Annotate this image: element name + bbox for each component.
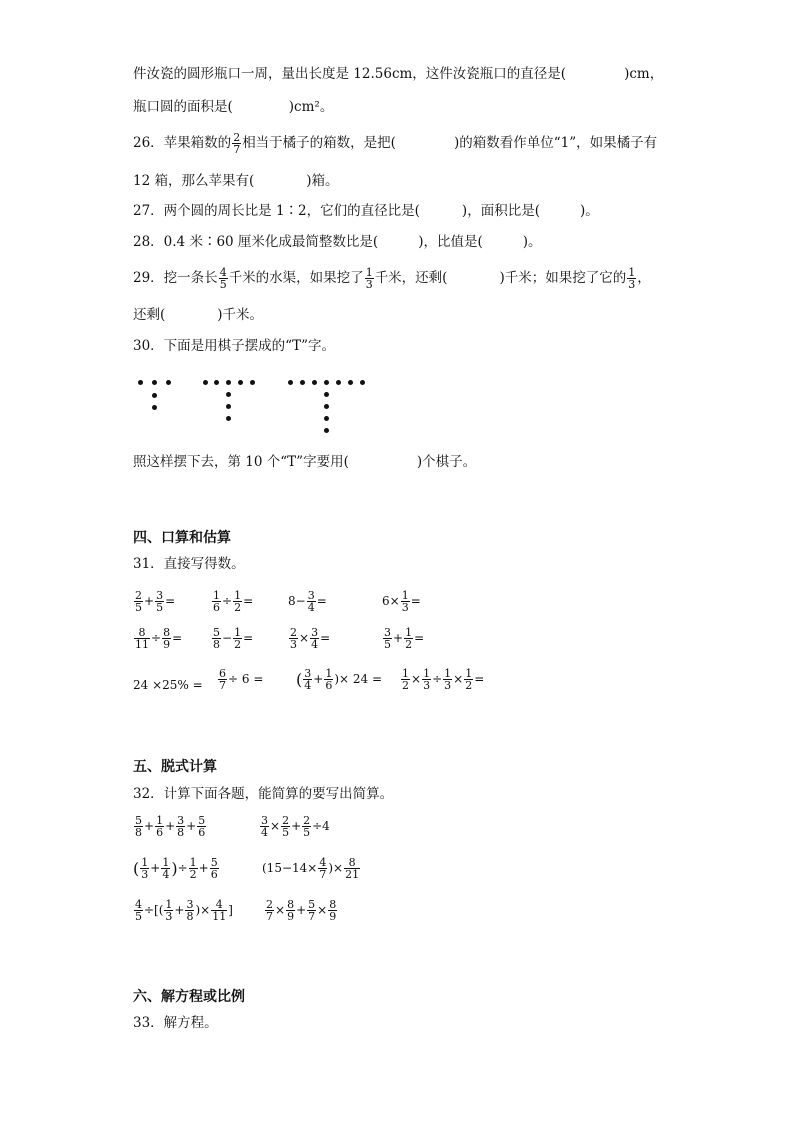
chess-piece xyxy=(203,380,208,385)
section-heading: 四、口算和估算 xyxy=(133,530,231,546)
q25-line1: 件汝瓷的圆形瓶口一周，量出长度是 12.56cm，这件汝瓷瓶口的直径是( )cm， xyxy=(133,66,664,82)
oral-calc-expr: 6× $\frac{1}{3}$ = xyxy=(382,589,421,614)
oral-calc-expr: $\frac{1}{2}$ × $\frac{1}{3}$ ÷ $\frac{1}{3}$ × $\frac{1}{2}$ = xyxy=(402,667,485,692)
q25-line2: 瓶口圆的面积是( )cm²。 xyxy=(133,99,334,115)
chess-piece xyxy=(348,380,353,385)
calc-expr: $\frac{2}{7}$ × $\frac{8}{9}$ + $\frac{5}{7}$ × $\frac{8}{9}$ xyxy=(266,898,337,923)
chess-piece xyxy=(166,380,171,385)
q28-line: 28．0.4 米∶60 厘米化成最简整数比是( )，比值是( )。 xyxy=(133,234,542,250)
chess-piece xyxy=(226,392,231,397)
chess-piece xyxy=(214,380,219,385)
calc-expr: (15−14× $\frac{4}{7}$ )× $\frac{8}{21}$ xyxy=(262,856,360,881)
calc-expr: ( $\frac{1}{3}$ + $\frac{1}{4}$ )÷ $\frac{1}{2}$ + $\frac{5}{6}$ xyxy=(133,856,218,881)
chess-piece xyxy=(324,404,329,409)
oral-calc-expr: ( $\frac{3}{4}$ + $\frac{1}{6}$ )× 24 = xyxy=(296,667,383,692)
fraction: $\frac{2}{7}$ xyxy=(233,131,241,156)
chess-piece xyxy=(324,428,329,433)
chess-piece xyxy=(138,380,143,385)
q30-line: 照这样摆下去，第 10 个“T”字要用( )个棋子。 xyxy=(133,454,477,470)
q26-line1: 26．苹果箱数的 $\frac{2}{7}$ 相当于橘子的箱数，是把( )的箱数看作单位“1”，如果橘子有 xyxy=(133,131,658,156)
q29-line1: 29．挖一条长 $\frac{4}{5}$ 千米的水渠，如果挖了 $\frac{1}{3}$ 千米，还剩( )千米；如果挖了它的 $\frac{1}{3}$ ， xyxy=(133,266,651,291)
chess-piece xyxy=(152,380,157,385)
q32-title: 32．计算下面各题，能简算的要写出简算。 xyxy=(133,786,394,802)
chess-piece xyxy=(226,404,231,409)
calc-expr: $\frac{3}{4}$ × $\frac{2}{5}$ + $\frac{2}{5}$ ÷4 xyxy=(261,814,330,839)
chess-piece xyxy=(360,380,365,385)
oral-calc-expr: $\frac{2}{5}$ + $\frac{3}{5}$ = xyxy=(135,589,176,614)
calc-expr: $\frac{5}{8}$ + $\frac{1}{6}$ + $\frac{3}{8}$ + $\frac{5}{6}$ xyxy=(135,814,206,839)
section-heading: 六、解方程或比例 xyxy=(133,989,245,1005)
chess-piece xyxy=(226,416,231,421)
chess-piece xyxy=(238,380,243,385)
chess-piece xyxy=(250,380,255,385)
fraction: $\frac{4}{5}$ xyxy=(219,266,227,291)
q30-title: 30．下面是用棋子摆成的“T”字。 xyxy=(133,338,335,354)
chess-piece xyxy=(324,392,329,397)
oral-calc-expr: $\frac{8}{11}$ ÷ $\frac{8}{9}$ = xyxy=(135,626,183,651)
q27-line: 27．两个圆的周长比是 1∶2，它们的直径比是( )，面积比是( )。 xyxy=(133,203,599,219)
chess-piece xyxy=(312,380,317,385)
calc-expr: $\frac{4}{5}$ ÷[( $\frac{1}{3}$ + $\frac{3}{8}$ )× $\frac{4}{11}$ ] xyxy=(135,898,233,923)
oral-calc-expr: $\frac{6}{7}$ ÷ 6 = xyxy=(219,667,264,692)
q26-line2: 12 箱，那么苹果有( )箱。 xyxy=(133,173,339,189)
q33-title: 33．解方程。 xyxy=(133,1015,218,1031)
chess-piece xyxy=(336,380,341,385)
oral-calc-expr: $\frac{1}{6}$ ÷ $\frac{1}{2}$ = xyxy=(213,589,254,614)
q29-line2: 还剩( )千米。 xyxy=(133,307,264,323)
q31-title: 31．直接写得数。 xyxy=(133,556,245,572)
chess-piece xyxy=(300,380,305,385)
chess-piece xyxy=(288,380,293,385)
chess-piece xyxy=(152,393,157,398)
chess-piece xyxy=(324,416,329,421)
section-heading: 五、脱式计算 xyxy=(133,759,217,775)
fraction: $\frac{1}{3}$ xyxy=(365,266,373,291)
chess-piece xyxy=(324,380,329,385)
chess-piece xyxy=(152,405,157,410)
oral-calc-expr: $\frac{3}{5}$ + $\frac{1}{2}$ = xyxy=(384,626,425,651)
oral-calc-expr: 8− $\frac{3}{4}$ = xyxy=(288,589,327,614)
fraction: $\frac{1}{3}$ xyxy=(628,266,636,291)
oral-calc-expr: 24 ×25% = xyxy=(133,678,203,692)
oral-calc-expr: $\frac{5}{8}$ − $\frac{1}{2}$ = xyxy=(213,626,254,651)
chess-piece xyxy=(226,380,231,385)
oral-calc-expr: $\frac{2}{3}$ × $\frac{3}{4}$ = xyxy=(290,626,331,651)
